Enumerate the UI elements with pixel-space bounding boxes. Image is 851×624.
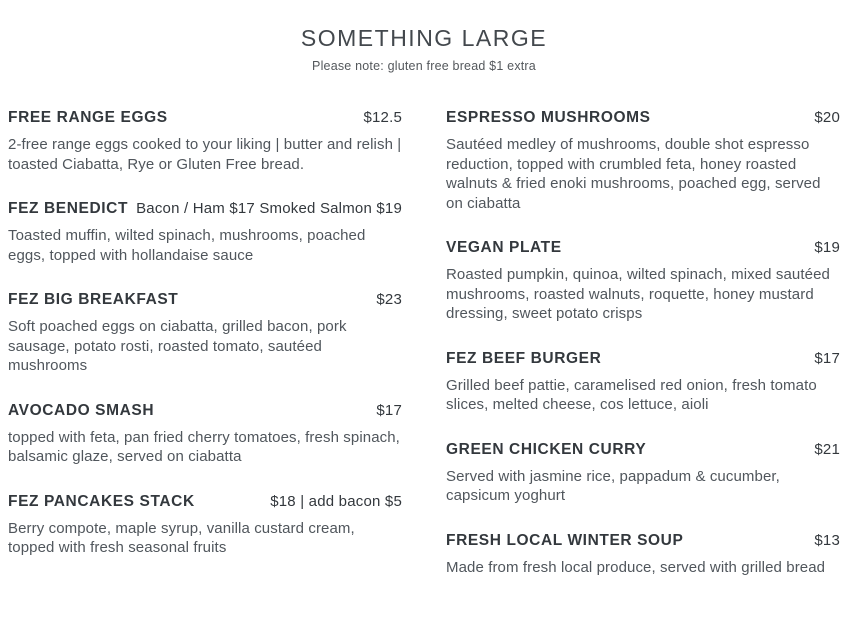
menu-columns [8, 109, 840, 603]
menu-item-header [8, 291, 402, 309]
menu-item-description: 2-free range eggs cooked to your liking | butter and relish | toasted Ciabatta, Rye or Gluten Free bread. [8, 136, 402, 173]
menu-item-avocado-smash [8, 402, 402, 467]
menu-item-name: FEZ BEEF BURGER [446, 349, 602, 367]
menu-item-header [446, 532, 840, 550]
menu-gluten-free-note: Please note: gluten free bread $1 extra [312, 59, 536, 73]
menu-item-name: FREE RANGE EGGS [8, 109, 168, 126]
menu-item-fez-benedict [8, 200, 402, 265]
menu-item-name: VEGAN PLATE [446, 239, 562, 256]
menu-item-price: $18 | add bacon $5 [270, 492, 402, 510]
menu-column-right [446, 109, 840, 603]
menu-item-fez-big-breakfast [8, 291, 402, 376]
menu-item-description: Made from fresh local produce, served with grilled bread [446, 558, 826, 576]
menu-item-vegan-plate [446, 239, 840, 324]
menu-item-price: $13 [814, 531, 840, 549]
menu-item-header [446, 441, 840, 459]
menu-item-fresh-local-winter-soup [446, 532, 840, 578]
menu-item-description: Sautéed medley of mushrooms, double shot espresso reduction, topped with crumbled feta, honey roasted walnuts & fried enoki mushrooms, poached egg, served on ciabatta [446, 136, 821, 212]
menu-item-price: $12.5 [363, 109, 402, 126]
menu-item-price: $17 [376, 401, 402, 419]
menu-item-header [8, 109, 402, 127]
menu-item-fez-beef-burger [446, 350, 840, 415]
menu-item-green-chicken-curry [446, 441, 840, 506]
menu-item-price: $20 [814, 109, 840, 126]
menu-item-price: Bacon / Ham $17 Smoked Salmon $19 [136, 200, 402, 217]
menu-item-name: FEZ BENEDICT [8, 200, 129, 217]
menu-item-description: Toasted muffin, wilted spinach, mushrooms, poached eggs, topped with hollandaise sauce [8, 227, 366, 264]
menu-item-espresso-mushrooms [446, 109, 840, 213]
menu-item-free-range-eggs [8, 109, 402, 174]
menu-section-title: SOMETHING LARGE [300, 25, 548, 51]
menu-item-description: Berry compote, maple syrup, vanilla custard cream, topped with fresh seasonal fruits [8, 519, 355, 556]
menu-item-name: ESPRESSO MUSHROOMS [446, 109, 651, 126]
menu-header [8, 25, 840, 73]
menu-item-fez-pancakes-stack [8, 493, 402, 558]
menu-item-price: $17 [814, 349, 840, 367]
menu-item-header [446, 109, 840, 127]
menu-item-name: AVOCADO SMASH [8, 401, 155, 419]
menu-item-name: GREEN CHICKEN CURRY [446, 440, 647, 458]
menu-item-price: $19 [814, 239, 840, 256]
menu-item-header [8, 402, 402, 420]
menu-item-header [8, 200, 402, 218]
menu-item-description: Soft poached eggs on ciabatta, grilled bacon, pork sausage, potato rosti, roasted tomato, sautéed mushrooms [8, 318, 347, 374]
menu-item-header [446, 239, 840, 257]
menu-item-name: FEZ PANCAKES STACK [8, 492, 195, 510]
menu-item-header [446, 350, 840, 368]
menu-column-left [8, 109, 402, 603]
menu-item-description: Grilled beef pattie, caramelised red onion, fresh tomato slices, melted cheese, cos lettuce, aioli [446, 376, 817, 413]
menu-item-price: $21 [814, 440, 840, 458]
menu-item-header [8, 493, 402, 511]
menu-item-name: FRESH LOCAL WINTER SOUP [446, 531, 684, 549]
menu-item-description: topped with feta, pan fried cherry tomatoes, fresh spinach, balsamic glaze, served on ciabatta [8, 428, 400, 465]
menu-item-description: Roasted pumpkin, quinoa, wilted spinach, mixed sautéed mushrooms, roasted walnuts, roquette, honey mustard dressing, sweet potato crisps [446, 266, 830, 322]
menu-item-name: FEZ BIG BREAKFAST [8, 291, 179, 308]
menu-item-price: $23 [376, 291, 402, 308]
menu-item-description: Served with jasmine rice, pappadum & cucumber, capsicum yoghurt [446, 467, 780, 504]
